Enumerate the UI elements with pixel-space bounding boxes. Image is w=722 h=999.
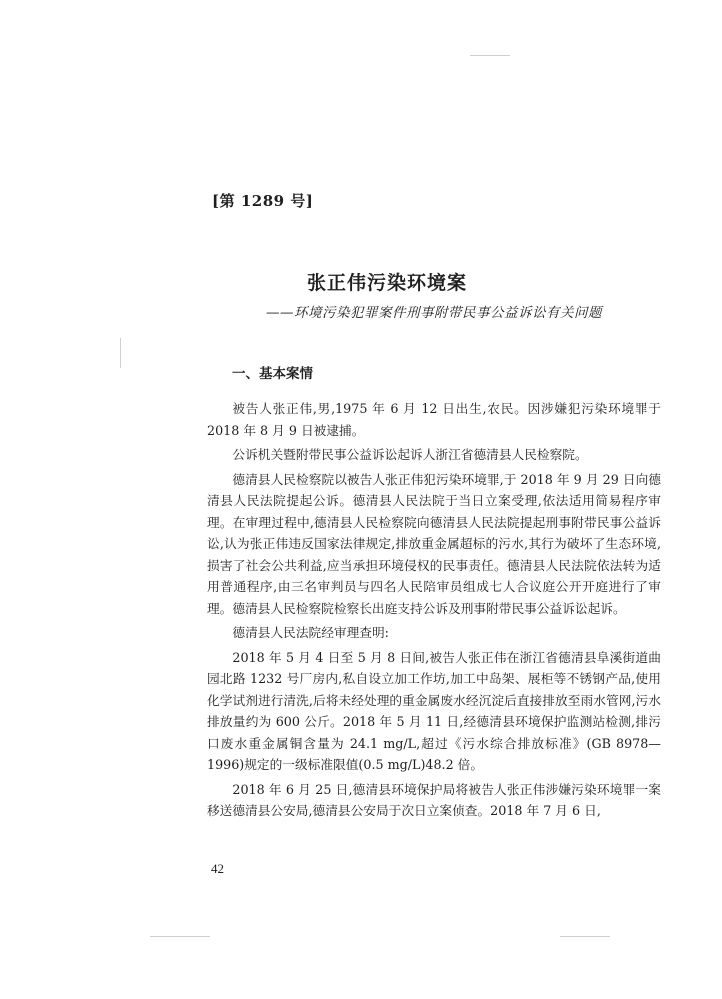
section-heading: 一、基本案情 [232, 366, 313, 382]
paragraph: 被告人张正伟,男,1975 年 6 月 12 日出生,农民。因涉嫌犯污染环境罪于 2018 年 8 月 9 日被逮捕。 [207, 401, 661, 438]
scan-artifact-bottom-left [150, 936, 210, 937]
scan-artifact-top [470, 55, 510, 56]
paragraph: 2018 年 6 月 25 日,德清县环境保护局将被告人张正伟涉嫌污染环境罪一案移送德清县公安局,德清县公安局于次日立案侦查。2018 年 7 月 6 日, [207, 781, 661, 818]
page-subtitle: ——环境污染犯罪案件刑事附带民事公益诉讼有关问题 [266, 305, 602, 321]
page-number: 42 [211, 861, 224, 876]
paragraph: 德清县人民检察院以被告人张正伟犯污染环境罪,于 2018 年 9 月 29 日向德清县人民法院提起公诉。德清县人民法院于当日立案受理,依法适用简易程序审理。在审理过程中,德清县人民检察院向德清县人民法院提起刑事附带民事公益诉讼,认为张正伟违反国家法律规定,排放重金属超标的污水,其行为破坏了生态环境,损害了社会公共利益,应当承担环境侵权的民事责任。德清县人民法院依法转为适用普通程序,由三名审判员与四名人民陪审员组成七人合议庭公开开庭进行了审理。德清县人民检察院检察长出庭支持公诉及刑事附带民事公益诉讼起诉。 [207, 471, 661, 616]
paragraph: 2018 年 5 月 4 日至 5 月 8 日间,被告人张正伟在浙江省德清县阜溪街道曲园北路 1232 号厂房内,私自设立加工作坊,加工中岛架、展柜等不锈钢产品,使用化学试剂进行清洗,后将未经处理的重金属废水经沉淀后直接排放至雨水管网,污水排放量约为 600 公斤。2018 年 5 月 11 日,经德清县环境保护监测站检测,排污口废水重金属铜含量为 24.1 mg/L,超过《污水综合排放标准》(GB 8978—1996)规定的一级标准限值(0.5 mg/L)48.2 倍。 [207, 649, 661, 772]
body-text [207, 398, 661, 825]
scan-artifact-bottom-right [560, 936, 610, 937]
paragraph: 德清县人民法院经审理查明: [232, 625, 389, 640]
case-number: [第 1289 号] [212, 192, 314, 210]
page-title: 张正伟污染环境案 [306, 272, 467, 294]
paragraph: 公诉机关暨附带民事公益诉讼起诉人浙江省德清县人民检察院。 [232, 447, 588, 462]
scan-artifact-left [120, 338, 121, 368]
